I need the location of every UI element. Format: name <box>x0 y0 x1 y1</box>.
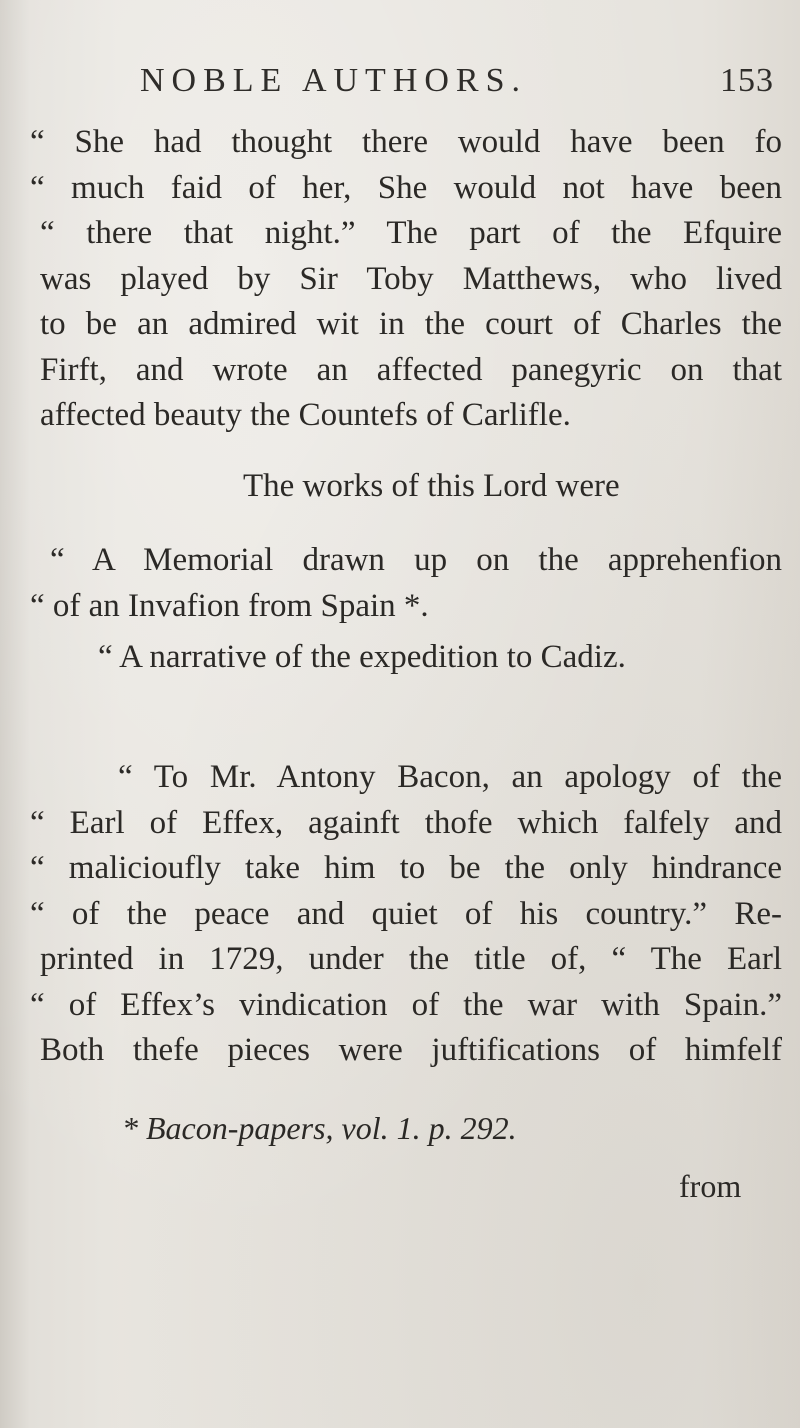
text-line: “ of Effex’s vindication of the war with Spain.” <box>30 986 782 1023</box>
page-number: 153 <box>720 62 774 99</box>
text-line: “ malicioufly take him to be the only hindrance <box>30 850 782 886</box>
text-line: printed in 1729, under the title of, “ The Earl <box>40 941 782 977</box>
text-line: “ She had thought there would have been fo <box>30 124 782 160</box>
text-line: “ A Memorial drawn up on the apprehenfion <box>50 542 782 578</box>
paragraph-quote-and-comment <box>30 120 782 439</box>
text-line: “ of the peace and quiet of his country.” Re- <box>30 895 782 932</box>
works-heading: The works of this Lord were <box>243 468 620 504</box>
work-entry-apology <box>30 755 782 1074</box>
text-line: “ To Mr. Antony Bacon, an apology of the <box>118 759 782 795</box>
footnote: * Bacon-papers, vol. 1. p. 292. <box>122 1110 517 1146</box>
text-line: “ of an Invafion from Spain *. <box>30 587 429 624</box>
running-head: NOBLE AUTHORS. <box>140 62 528 99</box>
text-line: “ A narrative of the expedition to Cadiz. <box>98 639 626 675</box>
text-line: Both thefe pieces were juftifications of himfelf <box>40 1032 782 1068</box>
catchword: from <box>679 1168 742 1204</box>
text-line: Firft, and wrote an affected panegyric on that <box>40 351 782 388</box>
text-line: to be an admired wit in the court of Charles the <box>40 306 782 342</box>
text-line: affected beauty the Countefs of Carlifle. <box>40 397 571 433</box>
work-entry-narrative <box>30 635 782 681</box>
text-line: “ much faid of her, She would not have been <box>30 169 782 206</box>
work-entry-memorial <box>30 538 782 629</box>
text-line: “ Earl of Effex, againft thofe which falfely and <box>30 804 782 841</box>
text-line: was played by Sir Toby Matthews, who lived <box>40 260 782 297</box>
text-line: “ there that night.” The part of the Efquire <box>40 215 782 251</box>
